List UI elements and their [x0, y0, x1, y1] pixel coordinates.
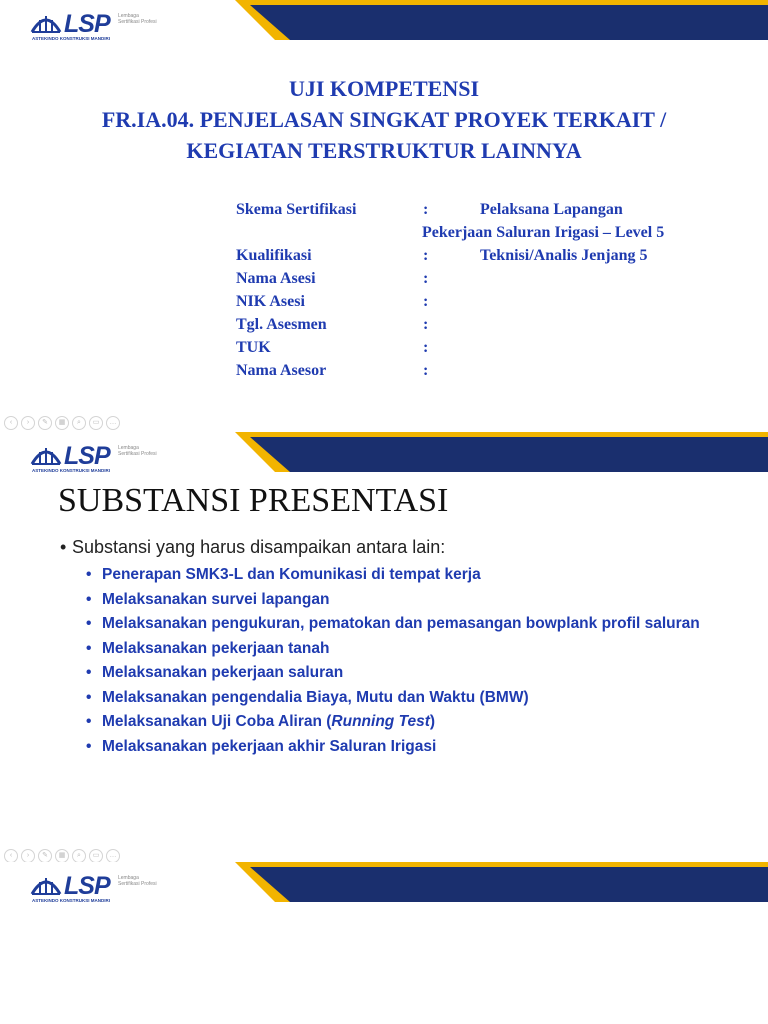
field-colon: : — [423, 362, 429, 379]
field-label: Nama Asesor — [236, 362, 327, 379]
title-line-2: FR.IA.04. PENJELASAN SINGKAT PROYEK TERKAIT / — [101, 107, 667, 132]
title-line-3: KEGIATAN TERSTRUKTUR LAINNYA — [186, 138, 582, 163]
lead-text: • Substansi yang harus disampaikan antara lain: — [60, 537, 446, 557]
field-colon: : — [423, 247, 429, 264]
prev-icon[interactable]: ‹ — [4, 849, 18, 863]
list-item: • Melaksanakan pengukuran, pematokan dan pemasangan bowplank profil saluran — [86, 614, 706, 634]
field-colon: : — [423, 339, 429, 356]
item-suffix: ) — [429, 713, 436, 730]
field-colon: : — [423, 293, 429, 310]
slide-2 — [0, 432, 768, 844]
list-item — [86, 712, 706, 732]
bridge-icon — [30, 442, 62, 468]
bridge-icon — [30, 872, 62, 898]
slide-controls-2 — [4, 849, 120, 863]
logo-subtitle: Lembaga Sertifikasi Profesi — [118, 875, 157, 887]
field-label: NIK Asesi — [236, 293, 305, 310]
field-colon: : — [423, 270, 429, 287]
screen-icon[interactable]: ▭ — [89, 416, 103, 430]
lead-label: Substansi yang harus disampaikan antara lain: — [72, 537, 446, 557]
bridge-icon — [30, 10, 62, 36]
field-colon: : — [423, 201, 429, 218]
list-item: • Melaksanakan pekerjaan saluran — [86, 663, 706, 683]
list-item: • Melaksanakan pekerjaan akhir Saluran Irigasi — [86, 737, 706, 757]
field-label: Skema Sertifikasi — [236, 201, 357, 218]
slide-controls-1 — [4, 416, 120, 430]
field-value: Teknisi/Analis Jenjang 5 — [480, 247, 648, 264]
screen-icon[interactable]: ▭ — [89, 849, 103, 863]
next-icon[interactable]: › — [21, 849, 35, 863]
field-label: Kualifikasi — [236, 247, 312, 264]
more-icon[interactable]: … — [106, 416, 120, 430]
prev-icon[interactable]: ‹ — [4, 416, 18, 430]
field-label: Nama Asesi — [236, 270, 316, 287]
logo-subtitle: Lembaga Sertifikasi Profesi — [118, 13, 157, 25]
logo-tagline: ASTEKINDO KONSTRUKSI MANDIRI — [32, 468, 111, 473]
field-value: Pelaksana Lapangan — [480, 201, 623, 218]
next-icon[interactable]: › — [21, 416, 35, 430]
list-item: • Melaksanakan pengendalia Biaya, Mutu dan Waktu (BMW) — [86, 688, 706, 708]
item-prefix: Melaksanakan Uji Coba Aliran ( — [102, 713, 332, 730]
field-colon: : — [423, 316, 429, 333]
zoom-icon[interactable]: ⌕ — [72, 416, 86, 430]
logo-text: LSP — [64, 442, 110, 470]
logo-tagline: ASTEKINDO KONSTRUKSI MANDIRI — [32, 898, 111, 903]
list-item: • Penerapan SMK3-L dan Komunikasi di tempat kerja — [86, 565, 706, 585]
zoom-icon[interactable]: ⌕ — [72, 849, 86, 863]
list-item: • Melaksanakan pekerjaan tanah — [86, 639, 706, 659]
slides-icon[interactable]: ▦ — [55, 849, 69, 863]
logo-subtitle: Lembaga Sertifikasi Profesi — [118, 445, 157, 457]
slide-heading: SUBSTANSI PRESENTASI — [58, 482, 449, 519]
logo-text: LSP — [64, 872, 110, 900]
title-line-1: UJI KOMPETENSI — [288, 76, 480, 101]
substance-list — [86, 565, 706, 761]
pen-icon[interactable]: ✎ — [38, 849, 52, 863]
field-label: TUK — [236, 339, 271, 356]
logo-tagline: ASTEKINDO KONSTRUKSI MANDIRI — [32, 36, 111, 41]
item-italic: Running Test — [331, 713, 430, 730]
slides-icon[interactable]: ▦ — [55, 416, 69, 430]
slide-3 — [0, 862, 768, 1024]
lsp-logo — [30, 442, 190, 478]
list-item: • Melaksanakan survei lapangan — [86, 590, 706, 610]
field-value: Pekerjaan Saluran Irigasi – Level 5 — [422, 224, 665, 241]
lsp-logo — [30, 872, 190, 908]
more-icon[interactable]: … — [106, 849, 120, 863]
slide-1 — [0, 0, 768, 412]
pen-icon[interactable]: ✎ — [38, 416, 52, 430]
field-label: Tgl. Asesmen — [236, 316, 327, 333]
logo-text: LSP — [64, 10, 110, 38]
lsp-logo — [30, 10, 190, 46]
